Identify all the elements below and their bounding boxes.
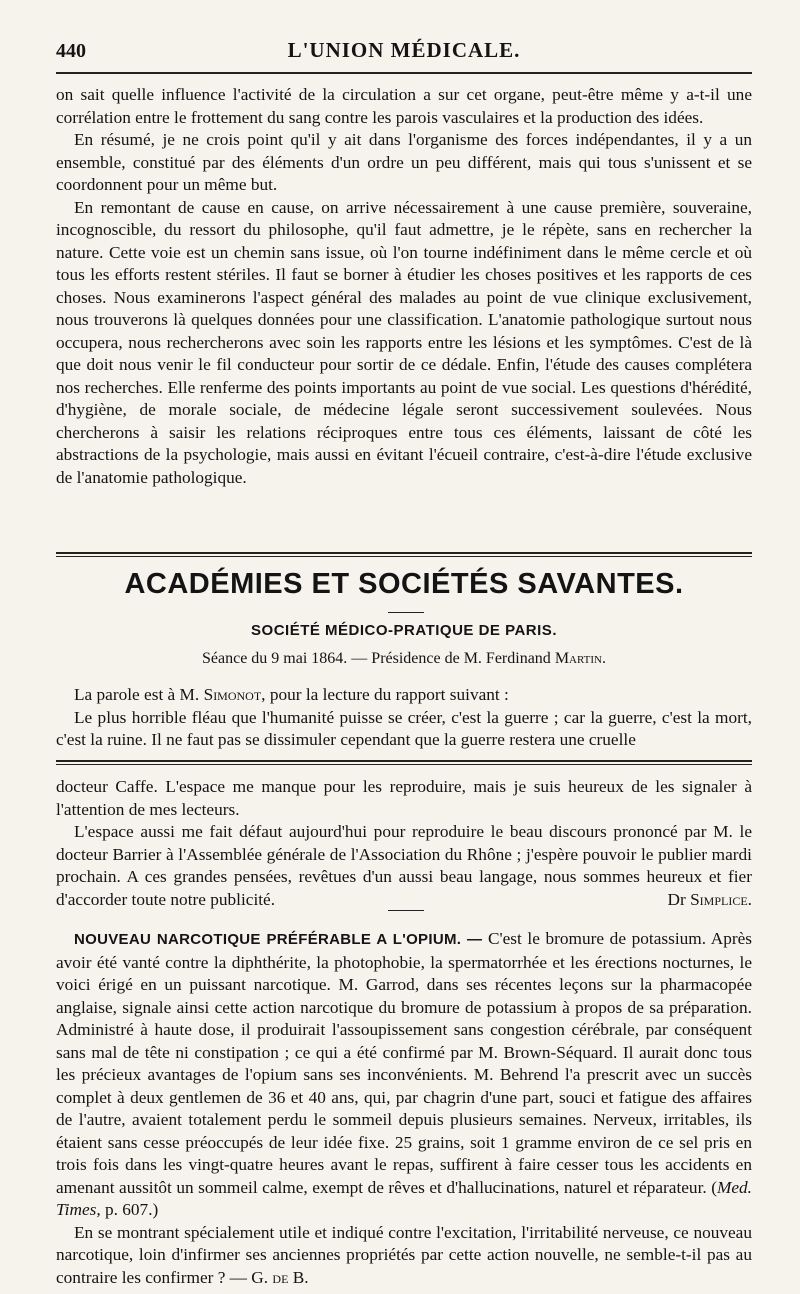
seance-line [56,650,752,668]
section-title: ACADÉMIES ET SOCIÉTÉS SAVANTES. [124,568,684,600]
parole-prefix: La parole est à M. [74,685,200,704]
section-double-rule-bottom [56,556,752,557]
president-name: Martin. [554,650,606,667]
academies-text [56,684,752,752]
paragraph-text: En se montrant spécialement utile et indiqué contre l'excitation, l'irritabilité nerveuse, ce nouveau narcotique, loin d'infirmer ses anciennes propriétés par cette action nouvelle, ne semble-t-il pas au contraire les confirmer ? — G. [56,1222,752,1287]
signature: Dr Simplice. [667,889,752,909]
paragraph: Le plus horrible fléau que l'humanité puisse se créer, c'est la guerre ; car la guerre, c'est la mort, c'est la ruine. Il ne faut pas se dissimuler cependant que la guerre restera une cruelle [56,707,752,749]
author-signature: de B. [272,1267,309,1287]
essay-continuation [56,84,752,489]
section-double-rule-top [56,760,752,762]
article-title: NOUVEAU NARCOTIQUE PRÉFÉRABLE A L'OPIUM. — [74,931,483,948]
citation: Med. Times, [56,1177,752,1219]
paragraph: docteur Caffe. L'espace me manque pour les reproduire, mais je suis heureux de les signaler à l'attention de mes lecteurs. [56,777,752,819]
page-number: 440 [56,40,86,62]
title-separator [388,612,424,613]
paragraph [56,684,752,707]
paragraph [56,821,752,911]
paragraph: En remontant de cause en cause, on arrive nécessairement à une cause première, souveraine, incognoscible, du ressort du philosophe, qu'il faut admettre, je le répète, sans en rechercher la nature. Cette voie est un chemin sans issue, où l'on tourne indéfiniment dans le même cercle et où tous les efforts restent stériles. Il faut se borner à étudier les choses positives et les rapports de ces choses. Nous examinerons l'aspect général des malades au point de vue clinique exclusivement, nous trouverons là quelques données pour une classification. L'anatomie pathologique surtout nous occupera, nous rechercherons avec soin les rapports entre les lésions et les symptômes. C'est de là que doit nous venir le fil conducteur pour sortir de ce dédale. Enfin, l'étude des causes complétera nos recherches. Elle renferme des points importants au point de vue social. Les questions d'hérédité, d'hygiène, de morale sociale, de médecine légale seront successivement soulevées. Nous chercherons à saisir les relations réciproques entre tous ces éléments, laissant de côté les abstractions de la psychologie, mais aussi en évitant l'écueil contraire, c'est-à-dire l'étude exclusive de l'anatomie pathologique. [56,197,752,487]
paragraph [56,928,752,1222]
header-rule [56,72,752,74]
section-double-rule-top [56,552,752,554]
separator [388,910,424,911]
section-double-rule-bottom [56,764,752,765]
feuilleton-end [56,776,752,911]
citation-page: p. 607.) [104,1200,159,1219]
paragraph [56,1222,752,1290]
page-header [56,38,752,68]
speaker-name: Simonot, [203,685,266,704]
seance-text: Séance du 9 mai 1864. — Présidence de M. Ferdinand [202,650,551,667]
paragraph: En résumé, je ne crois point qu'il y ait dans l'organisme des forces indépendantes, il y a un ensemble, constitué par des éléments d'un ordre un peu différent, mais qui tous s'unissent et se coordonnent pour un même but. [56,130,752,194]
nouveau-narcotique-article [56,928,752,1289]
society-heading: SOCIÉTÉ MÉDICO-PRATIQUE DE PARIS. [251,622,557,639]
paragraph: on sait quelle influence l'activité de la circulation a sur cet organe, peut-être même y a-t-il une corrélation entre le frottement du sang contre les parois vasculaires et la production des idées. [56,85,752,127]
parole-suffix: pour la lecture du rapport suivant : [269,685,509,704]
article-text: C'est le bromure de potassium. Après avoir été vanté contre la diphthérite, la photophobie, la spermatorrhée et les érections nocturnes, le voici érigé en un puissant narcotique. M. Garrod, dans ses récentes leçons sur la pharmacopée anglaise, signale ainsi cette action narcotique du bromure de potassium à propos de sa préparation. Administré à haute dose, il produirait l'assoupissement sans congestion cérébrale, par conséquent sans mal de tête ni constipation ; ce qui a été confirmé par M. Brown-Séquard. Il aurait donc tous les précieux avantages de l'opium sans ses inconvénients. M. Behrend l'a prescrit avec un succès complet à deux gentlemen de 36 et 40 ans, qui, par chagrin d'une part, souci et fatigue des affaires de l'autre, avaient totalement perdu le sommeil depuis plusieurs semaines. Nerveux, irritables, ils étaient sans cesse préoccupés de leur idée fixe. 25 grains, soit 1 gramme environ de ce sel pris en trois fois dans les vingt-quatre heures avant le repas, suffirent à faire cesser tous les accidents en amenant aussitôt un sommeil calme, exempt de rêves et d'hallucinations, naturel et réparateur. ( [56,929,752,1197]
paragraph-text: L'espace aussi me fait défaut aujourd'hui pour reproduire le beau discours prononcé par M. le docteur Barrier à l'Assemblée générale de l'Association du Rhône ; j'espère pouvoir le publier mardi prochain. A ces grandes pensées, revêtues d'un aussi beau langage, nous sommes heureux et fier d'accorder toute notre publicité. [56,822,752,909]
journal-title: L'UNION MÉDICALE. [287,38,521,62]
